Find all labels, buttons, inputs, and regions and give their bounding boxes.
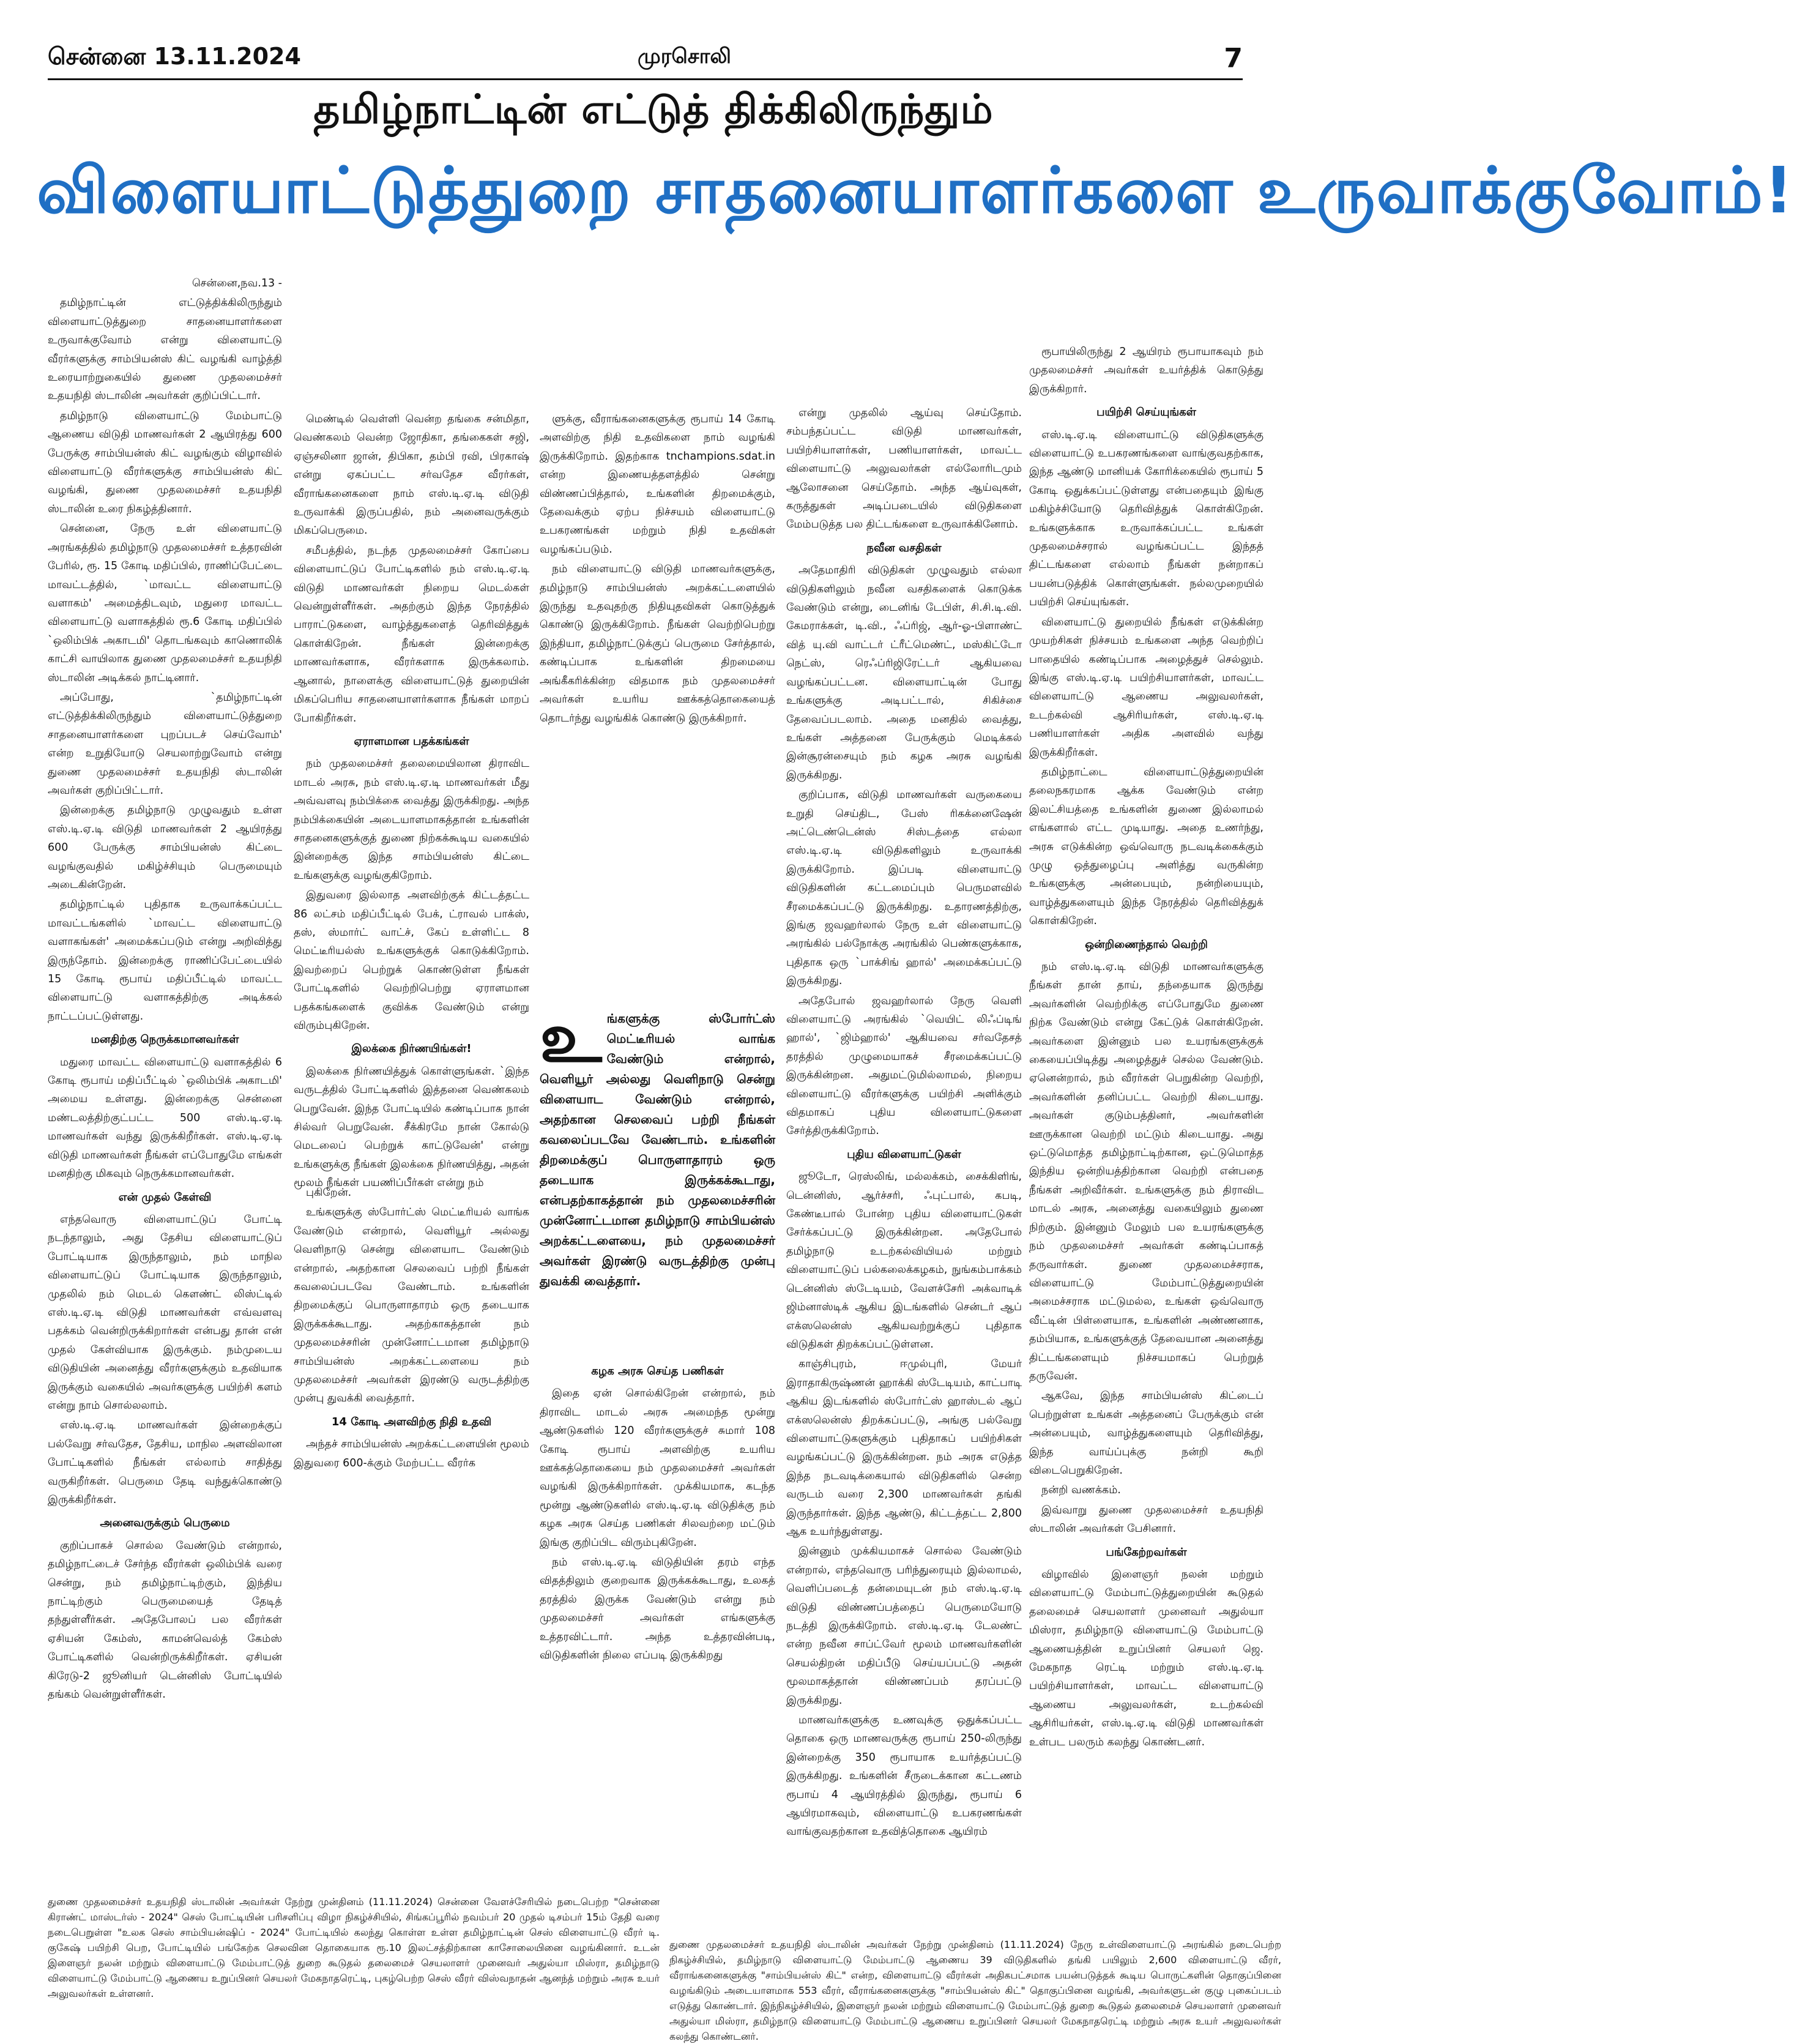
subheading: பங்கேற்றவர்கள் (1106, 1545, 1187, 1559)
paragraph: அப்போது, `தமிழ்நாட்டின் எட்டுத்திக்கிலிருந்தும் விளையாட்டுத்துறை சாதனையாளர்களை புறப்படச் செய்வோம்' என்ற உறுதியோடு செயலாற்றுவோம் என்று துணை முதலமைச்சர் உதயநிதி ஸ்டாலின் அவர்கள் குறிப்பிட்டார். (48, 691, 282, 797)
pull-quote-text: ங்களுக்கு ஸ்போர்ட்ஸ் மெட்டீரியல் வாங்க வேண்டும் என்றால், வெளியூர் அல்லது வெளிநாடு சென்று விளையாட வேண்டும் என்றால், அதற்கான செலவைப் பற்றி நீங்கள் கவலைப்படவே வேண்டாம். உங்களின் திறமைக்குப் பொருளாதாரம் ஒரு தடையாக இருக்கக்கூடாது, என்பதற்காகத்தான் நம் முதலமைச்சரின் முன்னோட்டமான தமிழ்நாடு சாம்பியன்ஸ் அறக்கட்டளையை, நம் முதலமைச்சர் அவர்கள் இரண்டு வருடத்திற்கு முன்பு துவக்கி வைத்தார். (540, 1011, 775, 1288)
paragraph: நம் எஸ்.டி.ஏ.டி விடுதியின் தரம் எந்த விதத்திலும் குறைவாக இருக்கக்கூடாது, உலகத் தரத்தில் இருக்க வேண்டும் என்று நம் முதலமைச்சர் அவர்கள் எங்களுக்கு உத்தரவிட்டார். அந்த உத்தரவின்படி, விடுதிகளின் நிலை எப்படி இருக்கிறது (540, 1556, 775, 1662)
paragraph: விழாவில் இளைஞர் நலன் மற்றும் விளையாட்டு மேம்பாட்டுத்துறையின் கூடுதல் தலைமைச் செயலாளர் முனைவர் அதுல்யா மிஸ்ரா, தமிழ்நாடு விளையாட்டு மேம்பாட்டு ஆணையத்தின் உறுப்பினர் செயலர் ஜெ. மேகநாத ரெட்டி மற்றும் எஸ்.டி.ஏ.டி பயிற்சியாளர்கள், மாவட்ட விளையாட்டு ஆணைய அலுவலர்கள், உடற்கல்வி ஆசிரியர்கள், எஸ்.டி.ஏ.டி விடுதி மாணவர்கள் உள்பட பலரும் கலந்து கொண்டனர். (1029, 1568, 1264, 1748)
paragraph: இதுவரை இல்லாத அளவிற்குக் கிட்டத்தட்ட 86 லட்சம் மதிப்பீட்டில் பேக், ட்ராவல் பாக்ஸ், தஸ், ஸ்மார்ட் வாட்ச், கேப் உள்ளிட்ட 8 மெட்டீரியல்ஸ் உங்களுக்குக் கொடுக்கிறோம். இவற்றைப் பெற்றுக் கொண்டுள்ள நீங்கள் போட்டிகளில் வெற்றிபெற்று ஏராளமான பதக்கங்களைக் குவிக்க வேண்டும் என்று விரும்புகிறேன். (294, 889, 529, 1032)
photo-caption-left: துணை முதலமைச்சர் உதயநிதி ஸ்டாலின் அவர்கள் நேற்று முன்தினம் (11.11.2024) சென்னை வேளச்சேரியில் நடைபெற்ற "சென்னை கிராண்ட் மாஸ்டர்ஸ் - 2024" செஸ் போட்டியின் பரிசளிப்பு விழா நிகழ்ச்சியில், சிங்கப்பூரில் நவம்பர் 20 முதல் டிசம்பர் 15ம் தேதி வரை நடைபெறுள்ள "உலக செஸ் சாம்பியன்ஷிப் - 2024" போட்டியில் கலந்து கொள்ள உள்ள தமிழ்நாட்டின் செஸ் விளையாட்டு வீரர் டி. குகேஷ் பயிற்சி பெற, போட்டியில் பங்கேற்க செலவின தொகையாக ரூ.10 இலட்சத்திற்கான காசோலையினை வழங்கினார். உடன் இளைஞர் நலன் மற்றும் விளையாட்டு மேம்பாட்டுத் துறை கூடுதல் தலைமைச் செயலாளர் முனைவர் அதுல்யா மிஸ்ரா, தமிழ்நாடு விளையாட்டு மேம்பாட்டு ஆணைய உறுப்பினர் செயலர் மேகநாதரெட்டி, புகழ்பெற்ற செஸ் வீரர் விஸ்வநாதன் ஆனந்த் மற்றும் அரசு உயர் அலுவலர்கள் உள்ளனர். (48, 1896, 660, 1999)
paragraph: நம் முதலமைச்சர் தலைமையிலான திராவிட மாடல் அரசு, நம் எஸ்.டி.ஏ.டி மாணவர்கள் மீது அவ்வளவு நம்பிக்கை வைத்து இருக்கிறது. அந்த நம்பிக்கையின் அடையாளமாகத்தான் உங்களின் சாதனைகளுக்குத் துணை நிற்கக்கூடிய வகையில் இன்றைக்கு இந்த சாம்பியன்ஸ் கிட்டை உங்களுக்கு வழங்குகிறோம். (294, 758, 529, 882)
paragraph: எந்தவொரு விளையாட்டுப் போட்டி நடந்தாலும், அது தேசிய விளையாட்டுப் போட்டியாக இருந்தாலும், நம் மாநில விளையாட்டுப் போட்டியாக இருந்தாலும், முதலில் நம் மெடல் கௌண்ட் லிஸ்ட்டில் எஸ்.டி.ஏ.டி விடுதி மாணவர்கள் எவ்வளவு பதக்கம் வென்றிருக்கிறார்கள் என்பது தான் என் முதல் கேள்வியாக இருக்கும். நம்முடைய விடுதியின் அனைத்து வீரர்களுக்கும் உதவியாக இருக்கும் வகையில் அவர்களுக்கு பயிற்சி களம் என்று நாம் சொல்லலாம். (48, 1213, 282, 1412)
subheading: நவீன வசதிகள் (866, 541, 942, 554)
paragraph: இன்றைக்கு தமிழ்நாடு முழுவதும் உள்ள எஸ்.டி.ஏ.டி விடுதி மாணவர்கள் 2 ஆயிரத்து 600 பேருக்கு சாம்பியன்ஸ் கிட்டை வழங்குவதில் மகிழ்ச்சியும் பெருமையும் அடைகின்றேன். (48, 804, 282, 891)
paragraph: குறிப்பாக, விடுதி மாணவர்கள் வருகையை உறுதி செய்திட, பேஸ் ரிகக்னைஷேன் அட்டெண்டென்ஸ் சிஸ்டத்தை எல்லா எஸ்.டி.ஏ.டி விடுதிகளிலும் உருவாக்கி இருக்கிறோம். இப்படி விளையாட்டு விடுதிகளின் கட்டமைப்பும் பெருமளவில் சீரமைக்கப்பட்டு இருக்கிறது. உதாரணத்திற்கு, இங்கு ஜவஹர்லால் நேரு உள் விளையாட்டு அரங்கில் பல்நோக்கு அரங்கில் பெண்களுக்காக, புதிதாக ஒரு `பாக்சிங் ஹால்' அமைக்கப்பட்டு இருக்கிறது. (786, 789, 1022, 988)
paragraph: புகிறேன். (306, 1187, 352, 1199)
masthead (0, 0, 1307, 73)
subheading: மனதிற்கு நெருக்கமானவர்கள் (91, 1033, 239, 1046)
paragraph: இலக்கை நிர்ணயித்துக் கொள்ளுங்கள். `இந்த வருடத்தில் போட்டிகளில் இத்தனை வெண்கலம் பெறுவேன். இந்த போட்டியில் கண்டிப்பாக நான் சில்வர் பெறுவேன். சீக்கிரமே நான் கோல்டு மெடலைப் பெற்றுக் காட்டுவேன்' என்று உங்களுக்கு நீங்கள் இலக்கை நிர்ணயித்து, அதன் மூலம் நீங்கள் பயணிப்பீர்கள் என்று நம் (294, 1065, 529, 1190)
kicker-headline: தமிழ்நாட்டின் எட்டுத் திக்கிலிருந்தும் (313, 86, 994, 133)
main-headline: விளையாட்டுத்துறை சாதனையாளர்களை உருவாக்குவோம்! (37, 153, 1794, 228)
subheading: ஏராளமான பதக்கங்கள் (354, 734, 469, 748)
subheading: பயிற்சி செய்யுங்கள் (1096, 406, 1196, 419)
paragraph: மெண்டில் வெள்ளி வென்ற தங்கை சன்மிதா, வெண்கலம் வென்ற ஜோதிகா, தங்கைகள் சஜி, ஏஞ்சலினா ஜான், திபிகா, தம்பி ரவி, பிரகாஷ் என்று ஏகப்பட்ட சர்வதேச வீரர்கள், வீராங்கனைகளை நாம் எஸ்.டி.ஏ.டி விடுதி உருவாக்கி இருப்பதில், நம் அனைவருக்கும் மிகப்பெருமை. (294, 413, 529, 537)
paragraph: அதேமாதிரி விடுதிகள் முழுவதும் எல்லா விடுதிகளிலும் நவீன வசதிகளைக் கொடுக்க வேண்டும் என்று, டைனிங் டேபிள், சி.சி.டி.வி. கேமராக்கள், டி.வி., ஃப்ரிஜ், ஆர்-ஓ-பிளாண்ட் வித் யு.வி வாட்டர் ட்ரீட்மெண்ட், மஸ்கிட்டோ நெட்ஸ், ரெஃப்ரிஜிரேட்டர் ஆகியவை வழங்கப்பட்டன. விளையாட்டின் போது உங்களுக்கு அடிபட்டால், சிகிச்சை தேவைப்படலாம். அதை மனதில் வைத்து, உங்கள் அத்தனை பேருக்கும் மெடிக்கல் இன்சூரன்சையும் நம் கழக அரசு வழங்கி இருக்கிறது. (786, 564, 1022, 781)
pull-quote (540, 998, 775, 1291)
paragraph: குறிப்பாகச் சொல்ல வேண்டும் என்றால், தமிழ்நாட்டைச் சேர்ந்த வீரர்கள் ஒலிம்பிக் வரை சென்று, நம் தமிழ்நாட்டிற்கும், இந்திய நாட்டிற்கும் பெருமையைத் தேடித் தந்துள்ளீர்கள். அதேபோலப் பல வீரர்கள் ஏசியன் கேம்ஸ், காமன்வெல்த் கேம்ஸ் போட்டிகளில் வென்றிருக்கிறீர்கள். ஏசியன் கிரேடு-2 ஜூனியர் டென்னிஸ் போட்டியில் தங்கம் வென்றுள்ளீர்கள். (48, 1539, 282, 1701)
issue-date: சென்னை 13.11.2024 (48, 43, 301, 70)
paragraph: மாணவர்களுக்கு உணவுக்கு ஒதுக்கப்பட்ட தொகை ஒரு மாணவருக்கு ரூபாய் 250-லிருந்து இன்றைக்கு 350 ரூபாயாக உயர்த்தப்பட்டு இருக்கிறது. உங்களின் சீருடைக்கான கட்டணம் ரூபாய் 4 ஆயிரத்தில் இருந்து, ரூபாய் 6 ஆயிரமாகவும், விளையாட்டு உபகரணங்கள் வாங்குவதற்கான உதவித்தொகை ஆயிரம் (786, 1714, 1022, 1838)
paragraph: ஜூடோ, ரெஸ்லிங், மல்லக்கம், சைக்கிளிங், டென்னிஸ், ஆர்ச்சரி, ஃபுட்பால், கபடி, கேண்டீபால் போன்ற புதிய விளையாட்டுகள் சேர்க்கப்பட்டு இருக்கின்றன. அதேபோல் தமிழ்நாடு உடற்கல்வியியல் மற்றும் விளையாட்டுப் பல்கலைக்கழகம், நுங்கம்பாக்கம் டென்னிஸ் ஸ்டேடியம், வேளச்சேரி அக்வாடிக் ஜிம்னாஸ்டிக் ஆகிய இடங்களில் சென்டர் ஆப் எக்ஸலென்ஸ் ஆகியவற்றுக்குப் புதிதாக விடுதிகள் திறக்கப்பட்டுள்ளன. (786, 1171, 1022, 1351)
paragraph: நன்றி வணக்கம். (1041, 1484, 1121, 1497)
paragraph: இதை ஏன் சொல்கிறேன் என்றால், நம் திராவிட மாடல் அரசு அமைந்த மூன்று ஆண்டுகளில் 120 வீரர்களுக்குச் சுமார் 108 கோடி ரூபாய் அளவிற்கு உயரிய ஊக்கத்தொகையை நம் முதலமைச்சர் அவர்கள் வழங்கி இருக்கிறார்கள். முக்கியமாக, கடந்த மூன்று ஆண்டுகளில் எஸ்.டி.ஏ.டி விடுதிக்கு நம் கழக அரசு செய்த பணிகள் சிலவற்றை மட்டும் இங்கு குறிப்பிட விரும்புகிறேன். (540, 1387, 775, 1549)
paragraph: மதுரை மாவட்ட விளையாட்டு வளாகத்தில் 6 கோடி ரூபாய் மதிப்பீட்டில் `ஒலிம்பிக் அகாடமி' அமைய உள்ளது. இன்றைக்கு சென்னை மண்டலத்திற்குட்பட்ட 500 எஸ்.டி.ஏ.டி மாணவர்கள் வந்து இருக்கிறீர்கள். எஸ்.டி.ஏ.டி விடுதி மாணவர்கள் நீங்கள் எப்போதுமே எங்கள் மனதிற்கு மிகவும் நெருக்கமானவர்கள். (48, 1056, 282, 1181)
subheading: 14 கோடி அளவிற்கு நிதி உதவி (331, 1415, 492, 1428)
paragraph: எஸ்.டி.ஏ.டி மாணவர்கள் இன்றைக்குப் பல்வேறு சர்வதேச, தேசிய, மாநில அளவிலான போட்டிகளில் நீங்கள் எல்லாம் சாதித்து வருகிறீர்கள். பெருமை தேடி வந்துக்கொண்டு இருக்கிறீர்கள். (48, 1419, 282, 1506)
article-column-2-lower (294, 1184, 529, 1474)
masthead-rule (48, 78, 1243, 80)
article-column-4 (786, 404, 1022, 1843)
drop-cap: உ (540, 998, 602, 1078)
subheading: என் முதல் கேள்வி (118, 1190, 212, 1204)
paragraph: விளையாட்டு துறையில் நீங்கள் எடுக்கின்ற முயற்சிகள் நிச்சயம் உங்களை அந்த வெற்றிப் பாதையில் கண்டிப்பாக அழைத்துச் செல்லும். இங்கு எஸ்.டி.ஏ.டி பயிற்சியாளர்கள், மாவட்ட விளையாட்டு ஆணைய அலுவலர்கள், உடற்கல்வி ஆசிரியர்கள், எஸ்.டி.ஏ.டி பணியாளர்கள் அதிக அளவில் வந்து இருக்கிறீர்கள். (1029, 616, 1264, 759)
paragraph: காஞ்சிபுரம், ஈமுல்புரி, மேயர் இராதாகிருஷ்ணன் ஹாக்கி ஸ்டேடியம், காட்பாடி ஆகிய இடங்களில் ஸ்போர்ட்ஸ் ஹாஸ்டல் ஆப் எக்ஸலென்ஸ் திறக்கப்பட்டு, அங்கு பல்வேறு விளையாட்டுகளுக்கும் புதிதாகப் பயிற்சிகள் வழங்கப்பட்டு இருக்கின்றன. நம் அரசு எடுத்த இந்த நடவடிக்கையால் விடுதிகளில் சென்ற வருடம் வரை 2,300 மாணவர்கள் தங்கி இருந்தார்கள். இந்த ஆண்டு, கிட்டத்தட்ட 2,800 ஆக உயர்ந்துள்ளது. (786, 1358, 1022, 1538)
paragraph: இன்னும் முக்கியமாகச் சொல்ல வேண்டும் என்றால், எந்தவொரு பரிந்துரையும் இல்லாமல், வெளிப்படைத் தன்மையுடன் நம் எஸ்.டி.ஏ.டி விடுதி விண்ணப்பத்தைப் பெருமையோடு நடத்தி இருக்கிறோம். எஸ்.டி.ஏ.டி டேலண்ட் என்ற நவீன சாப்ட்வேர் மூலம் மாணவர்களின் செயல்திறன் மதிப்பீடு செய்யப்பட்டு அதன் மூலமாகத்தான் விண்ணப்பம் தரப்பட்டு இருக்கிறது. (786, 1545, 1022, 1707)
paragraph: தமிழ்நாட்டில் புதிதாக உருவாக்கப்பட்ட மாவட்டங்களில் `மாவட்ட விளையாட்டு வளாகங்கள்' அமைக்கப்படும் என்று அறிவித்து இருந்தோம். இன்றைக்கு ராணிப்பேட்டையில் 15 கோடி ரூபாய் மதிப்பீட்டில் மாவட்ட விளையாட்டு வளாகத்திற்கு அடிக்கல் நாட்டப்பட்டுள்ளது. (48, 898, 282, 1023)
article-column-3 (540, 410, 775, 729)
photo-caption-right: துணை முதலமைச்சர் உதயநிதி ஸ்டாலின் அவர்கள் நேற்று முன்தினம் (11.11.2024) நேரு உள்விளையாட்டு அரங்கில் நடைபெற்ற நிகழ்ச்சியில், தமிழ்நாடு விளையாட்டு மேம்பாட்டு ஆணைய 39 விடுதிகளில் தங்கி பயிலும் 2,600 விளையாட்டு வீரர், வீராங்கனைகளுக்கு "சாம்பியன்ஸ் கிட்" என்ற, விளையாட்டு வீரர்கள் அதிகபட்சமாக பயன்படுத்தக் கூடிய பொருட்களின் தொகுப்பினை வழங்கிடும் அடையாளமாக 553 வீரர், வீராங்கனைகளுக்கு "சாம்பியன்ஸ் கிட்" தொகுப்பினை வழங்கி, அவர்களுடன் குழு புகைப்படம் எடுத்து கொண்டார். இந்நிகழ்ச்சியில், இளைஞர் நலன் மற்றும் விளையாட்டு மேம்பாட்டுத் துறை கூடுதல் தலைமைச் செயலாளர் முனைவர் அதுல்யா மிஸ்ரா, தமிழ்நாடு விளையாட்டு மேம்பாட்டு ஆணைய உறுப்பினர் செயலர் மேகநாதரெட்டி மற்றும் அரசு உயர் அலுவலர்கள் கலந்து கொண்டனர். (669, 1939, 1281, 2042)
paragraph: ரூபாயிலிருந்து 2 ஆயிரம் ரூபாயாகவும் நம் முதலமைச்சர் அவர்கள் உயர்த்திக் கொடுத்து இருக்கிறார். (1029, 346, 1264, 395)
paragraph: என்று முதலில் ஆய்வு செய்தோம். சம்பந்தப்பட்ட விடுதி மாணவர்கள், பயிற்சியாளர்கள், பணியாளர்கள், மாவட்ட விளையாட்டு அலுவலர்கள் எல்லோரிடமும் ஆலோசனை செய்தோம். அந்த ஆய்வுகள், கருத்துகள் அடிப்படையில் விடுதிகளை மேம்படுத்த பல திட்டங்களை உருவாக்கினோம். (786, 407, 1022, 531)
top-photo (294, 274, 1016, 403)
subheading: அனைவருக்கும் பெருமை (100, 1516, 230, 1530)
subheading: கழக அரசு செய்த பணிகள் (591, 1365, 724, 1378)
paper-name: முரசொலி (638, 44, 731, 69)
subheading: ஒன்றிணைந்தால் வெற்றி (1085, 938, 1208, 951)
page-number: 7 (1224, 43, 1243, 74)
paragraph: தமிழ்நாட்டின் எட்டுத்திக்கிலிருந்தும் விளையாட்டுத்துறை சாதனையாளர்களை உருவாக்குவோம் என்று விளையாட்டு வீரர்களுக்கு சாம்பியன்ஸ் கிட் வழங்கி வாழ்த்தி உரையாற்றுகையில் துணை முதலமைச்சர் உதயநிதி ஸ்டாலின் அவர்கள் குறிப்பிட்டார். (48, 297, 282, 403)
subheading: புதிய விளையாட்டுகள் (847, 1147, 961, 1161)
paragraph: தமிழ்நாடு விளையாட்டு மேம்பாட்டு ஆணைய விடுதி மாணவர்கள் 2 ஆயிரத்து 600 பேருக்கு சாம்பியன்ஸ் கிட் வழங்கும் விழாவில் விளையாட்டு வீரர்களுக்கு சாம்பியன்ஸ் கிட் வழங்கி, துணை முதலமைச்சர் உதயநிதி ஸ்டாலின் உரை நிகழ்த்தினார். (48, 409, 282, 515)
paragraph: ஆகவே, இந்த சாம்பியன்ஸ் கிட்டைப் பெற்றுள்ள உங்கள் அத்தனைப் பேருக்கும் என் அன்பையும், வாழ்த்துகளையும் தெரிவித்து, இந்த வாய்ப்புக்கு நன்றி கூறி விடைபெறுகிறேன். (1029, 1390, 1264, 1477)
paragraph: நம் எஸ்.டி.ஏ.டி விடுதி மாணவர்களுக்கு நீங்கள் தான் தாய், தந்தையாக இருந்து அவர்களின் வெற்றிக்கு எப்போதுமே துணை நிற்க வேண்டும் என்று கேட்டுக் கொள்கிறேன். அவர்களை இன்னும் பல உயரங்களுக்குக் கையைப்பிடித்து அழைத்துச் செல்ல வேண்டும். ஏனென்றால், நம் வீரர்கள் பெறுகின்ற வெற்றி, அவர்களின் தனிப்பட்ட வெற்றி கிடையாது. அவர்கள் குடும்பத்தினர், அவர்களின் ஊருக்கான வெற்றி மட்டும் கிடையாது. அது ஒட்டுமொத்த தமிழ்நாட்டிற்கான, ஒட்டுமொத்த இந்திய ஒன்றியத்திற்கான வெற்றி என்பதை நீங்கள் அறிவீர்கள். உங்களுக்கு நம் திராவிட மாடல் அரசு, அனைத்து வகையிலும் துணை நிற்கும். இன்னும் மேலும் பல உயரங்களுக்கு நம் முதலமைச்சர் அவர்கள் கண்டிப்பாகத் தருவார்கள். துணை முதலமைச்சராக, விளையாட்டு மேம்பாட்டுத்துறையின் அமைச்சராக மட்டுமல்ல, உங்கள் ஒவ்வொரு வீட்டின் பிள்ளையாக, உங்களின் அண்ணனாக, தம்பியாக, உங்களுக்குத் தேவையான அனைத்து திட்டங்களையும் நிச்சயமாகப் பெற்றுத் தருவேன். (1029, 961, 1264, 1382)
paragraph: இவ்வாறு துணை முதலமைச்சர் உதயநிதி ஸ்டாலின் அவர்கள் பேசினார். (1029, 1504, 1264, 1535)
paragraph: உங்களுக்கு ஸ்போர்ட்ஸ் மெட்டீரியல் வாங்க வேண்டும் என்றால், வெளியூர் அல்லது வெளிநாடு சென்று விளையாட வேண்டும் என்றால், அதற்கான செலவைப் பற்றி நீங்கள் கவலைப்படவே வேண்டாம். உங்களின் திறமைக்குப் பொருளாதாரம் ஒரு தடையாக இருக்கக்கூடாது. அதற்காகத்தான் நம் முதலமைச்சரின் முன்னோட்டமான தமிழ்நாடு சாம்பியன்ஸ் அறக்கட்டளையை நம் முதலமைச்சர் அவர்கள் இரண்டு வருடத்திற்கு முன்பு துவக்கி வைத்தார். (294, 1206, 529, 1405)
paragraph: ளுக்கு, வீராங்கனைகளுக்கு ரூபாய் 14 கோடி அளவிற்கு நிதி உதவிகளை நாம் வழங்கி இருக்கிறோம். இதற்காக tnchampions.sdat.in என்ற இணையத்தளத்தில் சென்று விண்ணப்பித்தால், உங்களின் திறமைக்கும், தேவைக்கும் ஏற்ப நிச்சயம் விளையாட்டு உபகரணங்கள் மற்றும் நிதி உதவிகள் வழங்கப்படும். (540, 413, 775, 556)
article-column-5 (1029, 343, 1264, 1753)
paragraph: நம் விளையாட்டு விடுதி மாணவர்களுக்கு, தமிழ்நாடு சாம்பியன்ஸ் அறக்கட்டளையில் இருந்து உதவுதற்கு நிதியுதவிகள் கொடுத்துக் கொண்டு இருக்கிறோம். நீங்கள் வெற்றிபெற்று இந்தியா, தமிழ்நாட்டுக்குப் பெருமை சேர்த்தால், கண்டிப்பாக உங்களின் திறமையை அங்கீகரிக்கின்ற விதமாக நம் முதலமைச்சர் அவர்கள் உயரிய ஊக்கத்தொகையைத் தொடர்ந்து வழங்கிக் கொண்டு இருக்கிறார். (540, 563, 775, 725)
article-column-1 (48, 274, 282, 1705)
paragraph: எஸ்.டி.ஏ.டி விளையாட்டு விடுதிகளுக்கு விளையாட்டு உபகரணங்களை வாங்குவதற்காக, இந்த ஆண்டு மானியக் கோரிக்கையில் ரூபாய் 5 கோடி ஒதுக்கப்பட்டுள்ளது என்பதையும் இங்கு மகிழ்ச்சியோடு தெரிவித்துக் கொள்கிறேன். உங்களுக்காக உருவாக்கப்பட்ட உங்கள் முதலமைச்சரால் வழங்கப்பட்ட இந்தத் திட்டங்களை எல்லாம் நீங்கள் நன்றாகப் பயன்படுத்திக் கொள்ளுங்கள். நல்லமுறையில் பயிற்சி செய்யுங்கள். (1029, 428, 1264, 609)
article-column-3-lower (540, 1357, 775, 1666)
paragraph: தமிழ்நாட்டை விளையாட்டுத்துறையின் தலைநகரமாக ஆக்க வேண்டும் என்ற இலட்சியத்தை உங்களின் துணை இல்லாமல் எங்களால் எட்ட முடியாது. அதை உணர்ந்து, அரசு எடுக்கின்ற ஒவ்வொரு நடவடிக்கைக்கும் முழு ஒத்துழைப்பு அளித்து வருகின்ற உங்களுக்கு அன்பையும், நன்றியையும், வாழ்த்துகளையும் இந்த நேரத்தில் தெரிவித்துக் கொள்கிறேன். (1029, 766, 1264, 928)
paragraph: அந்தச் சாம்பியன்ஸ் அறக்கட்டளையின் மூலம் இதுவரை 600-க்கும் மேற்பட்ட வீரர்க (294, 1438, 529, 1469)
dateline: சென்னை,நவ.13 - (192, 277, 282, 289)
bottom-left-photo (48, 1762, 660, 1882)
subheading: இலக்கை நிர்ணயிங்கள்! (351, 1042, 472, 1056)
paragraph: சமீபத்தில், நடந்த முதலமைச்சர் கோப்பை விளையாட்டுப் போட்டிகளில் நம் எஸ்.டி.ஏ.டி விடுதி மாணவர்கள் நிறைய மெடல்கள் வென்றுள்ளீர்கள். அதற்கும் இந்த நேரத்தில் பாராட்டுகளை, வாழ்த்துகளைத் தெரிவித்துக் கொள்கிறேன். நீங்கள் இன்றைக்கு மாணவர்களாக, வீரர்களாக இருக்கலாம். ஆனால், நாளைக்கு விளையாட்டுத் துறையின் மிகப்பெரிய சாதனையாளர்களாக நீங்கள் மாறப் போகிறீர்கள். (294, 544, 529, 725)
paragraph: சென்னை, நேரு உள் விளையாட்டு அரங்கத்தில் தமிழ்நாடு முதலமைச்சர் உத்தரவின் பேரில், ரூ. 15 கோடி மதிப்பில், ராணிப்பேட்டை மாவட்டத்தில், `மாவட்ட விளையாட்டு வளாகம்' அமைத்திடவும், மதுரை மாவட்ட விளையாட்டு வளாகத்தில் ரூ.6 கோடி மதிப்பில் `ஒலிம்பிக் அகாடமி' தொடங்கவும் காணொலிக் காட்சி வாயிலாக துணை முதலமைச்சர் உதயநிதி ஸ்டாலின் அடிக்கல் நாட்டினார். (48, 523, 282, 684)
article-column-2 (294, 410, 529, 1194)
paragraph: அதேபோல் ஜவஹர்லால் நேரு வெளி விளையாட்டு அரங்கில் `வெயிட் லிஃப்டிங் ஹால்', `ஜிம்ஹால்' ஆகியவை சர்வதேசத் தரத்தில் முழுமையாகச் சீரமைக்கப்பட்டு இருக்கின்றன. அதுமட்டுமில்லாமல், நிறைய விளையாட்டு வீரர்களுக்கு பயிற்சி அளிக்கும் விதமாகப் புதிய விளையாட்டுகளை சேர்த்திருக்கிறோம். (786, 994, 1022, 1138)
